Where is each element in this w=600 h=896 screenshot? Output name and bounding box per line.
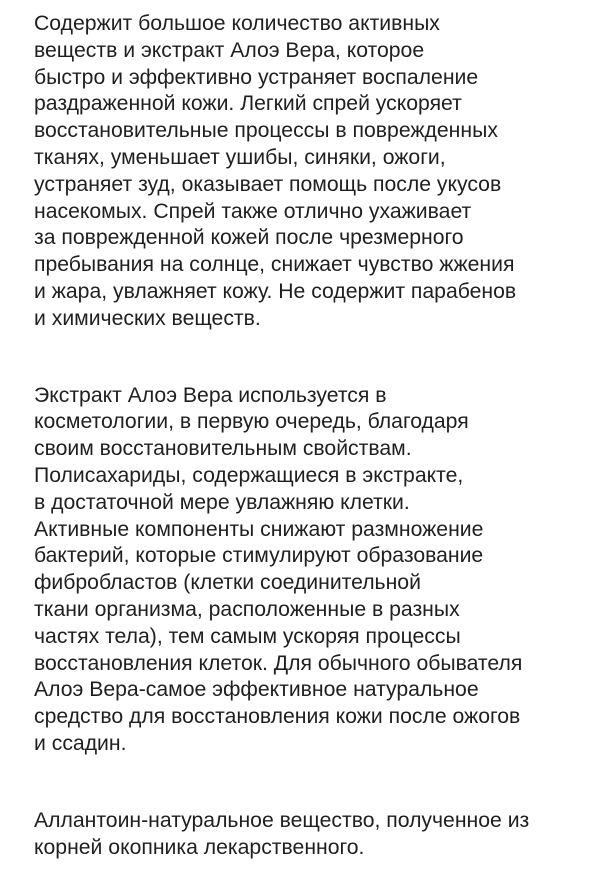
text-line: и химических веществ.: [34, 306, 261, 330]
text-line: веществ и экстракт Алоэ Вера, которое: [34, 38, 425, 62]
text-line: Аллантоин-натуральное вещество, полученное из: [34, 808, 530, 832]
text-line: ткани организма, расположенные в разных: [34, 597, 460, 621]
text-line: корней окопника лекарственного.: [34, 835, 365, 859]
article-body: [34, 11, 594, 861]
text-line: насекомых. Спрей также отлично ухаживает: [34, 199, 472, 223]
text-line: Содержит большое количество активных: [34, 12, 440, 35]
text-line: Полисахариды, содержащиеся в экстракте,: [34, 463, 464, 487]
paragraph-description: [34, 11, 594, 333]
text-line: пребывания на солнце, снижает чувство жжения: [34, 253, 515, 277]
text-line: своим восстановительным свойствам.: [34, 437, 412, 461]
text-line: и ссадин.: [34, 731, 127, 755]
text-line: и жара, увлажняет кожу. Не содержит парабенов: [34, 279, 517, 303]
text-line: фибробластов (клетки соединительной: [34, 571, 421, 595]
text-line: за поврежденной кожей после чрезмерного: [34, 226, 464, 250]
text-line: восстановительные процессы в поврежденных: [34, 119, 498, 143]
text-line: частях тела), тем самым ускоряя процессы: [34, 624, 461, 648]
text-line: Экстракт Алоэ Вера используется в: [34, 383, 387, 407]
text-line: Активные компоненты снижают размножение: [34, 517, 484, 541]
text-line: устраняет зуд, оказывает помощь после укусов: [34, 172, 502, 196]
text-line: быстро и эффективно устраняет воспаление: [34, 65, 479, 89]
text-line: восстановления клеток. Для обычного обывателя: [34, 651, 523, 675]
text-line: раздраженной кожи. Легкий спрей ускоряет: [34, 92, 462, 116]
text-line: в достаточной мере увлажняю клетки.: [34, 490, 410, 514]
paragraph-aloe-vera: [34, 383, 594, 758]
text-line: средство для восстановления кожи после ожогов: [34, 705, 521, 729]
text-line: бактерий, которые стимулируют образование: [34, 544, 484, 568]
text-line: Алоэ Вера-самое эффективное натуральное: [34, 678, 479, 702]
text-line: тканях, уменьшает ушибы, синяки, ожоги,: [34, 145, 446, 169]
text-line: косметологии, в первую очередь, благодаря: [34, 410, 469, 434]
paragraph-allantoin: [34, 808, 594, 862]
